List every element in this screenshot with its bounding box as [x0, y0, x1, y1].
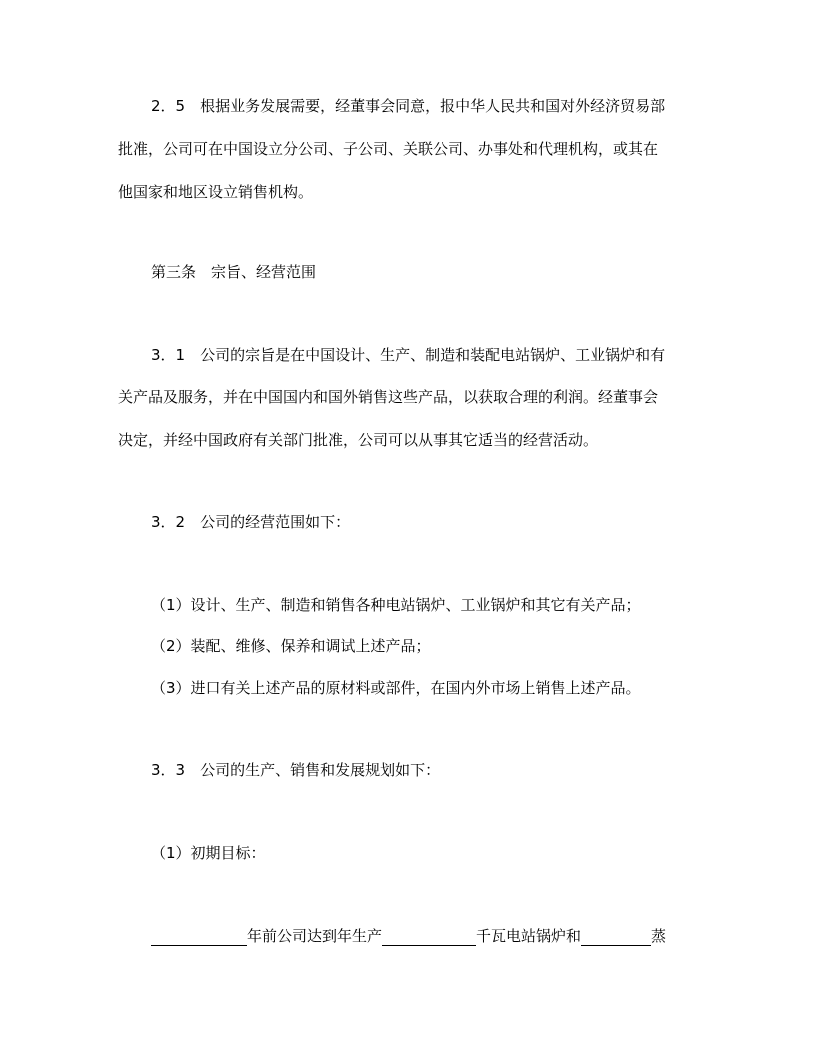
paragraph-3-3: 3．3 公司的生产、销售和发展规划如下：: [151, 761, 441, 779]
year-blank: [151, 929, 247, 946]
paragraph-3-1-line-2: 关产品及服务，并在中国国内和国外销售这些产品，以获取合理的利润。经董事会: [118, 388, 659, 406]
goal-text-3: 蒸: [651, 927, 667, 945]
paragraph-2-5-line-1: 2．5 根据业务发展需要，经董事会同意，报中华人民共和国对外经济贸易部: [151, 97, 666, 115]
paragraph-3-1-line-1: 3．1 公司的宗旨是在中国设计、生产、制造和装配电站锅炉、工业锅炉和有: [151, 346, 666, 364]
goal-text-1: 年前公司达到年生产: [247, 927, 383, 945]
article-3-heading: 第三条 宗旨、经营范围: [151, 263, 317, 281]
paragraph-3-1-line-3: 决定，并经中国政府有关部门批准，公司可以从事其它适当的经营活动。: [118, 431, 599, 449]
scope-item-2: （2）装配、维修、保养和调试上述产品；: [151, 637, 431, 655]
paragraph-2-5-line-2: 批准，公司可在中国设立分公司、子公司、关联公司、办事处和代理机构，或其在: [118, 140, 659, 158]
steam-capacity-blank: [581, 929, 651, 946]
paragraph-3-2: 3．2 公司的经营范围如下：: [151, 513, 351, 531]
initial-goal-label: （1）初期目标：: [151, 844, 266, 862]
capacity-blank: [382, 929, 476, 946]
scope-item-1: （1）设计、生产、制造和销售各种电站锅炉、工业锅炉和其它有关产品；: [151, 596, 641, 614]
initial-goal-line: [151, 926, 666, 946]
paragraph-2-5-line-3: 他国家和地区设立销售机构。: [118, 183, 314, 201]
scope-item-3: （3）进口有关上述产品的原材料或部件，在国内外市场上销售上述产品。: [151, 679, 641, 697]
goal-text-2: 千瓦电站锅炉和: [476, 927, 582, 945]
